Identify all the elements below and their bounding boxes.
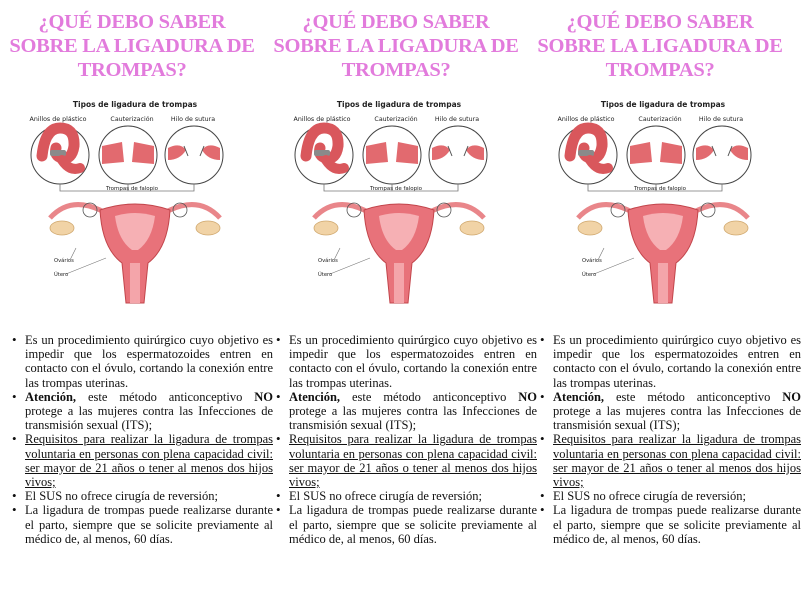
info-list <box>272 333 537 546</box>
list-item: • La ligadura de trompas puede realizarse durante el parto, siempre que se solicite previamente al médico de, al menos, 60 días. <box>553 503 801 546</box>
info-list <box>536 333 801 546</box>
list-item: • Es un procedimiento quirúrgico cuyo objetivo es impedir que los espermatozoides entren en contacto con el óvulo, cortando la conexión entre las trompas uterinas. <box>289 333 537 390</box>
illustration-heading: Tipos de ligadura de trompas <box>336 100 462 109</box>
title-line-2: SOBRE LA LIGADURA DE <box>9 35 255 57</box>
tubal-ligation-illustration <box>29 98 230 313</box>
type-label-rings: Anillos de plástico <box>293 116 351 123</box>
uterus-drawing <box>578 203 748 303</box>
type-label-suture: Hilo de sutura <box>170 116 216 123</box>
type-label-suture: Hilo de sutura <box>434 116 480 123</box>
uterus-drawing <box>314 203 484 303</box>
panel-1 <box>0 0 273 611</box>
ovary-label: Ovários <box>318 258 338 264</box>
list-item: • Requisitos para realizar la ligadura de trompas voluntaria en personas con plena capacidad civil: ser mayor de 21 años o tener al menos dos hijos vivos; <box>25 432 273 489</box>
uterus-drawing <box>50 203 220 303</box>
tubal-ligation-illustration <box>293 98 494 313</box>
detail-circles <box>559 126 751 184</box>
list-item: • Atención, este método anticonceptivo NO protege a las mujeres contra las Infecciones de transmisión sexual (ITS); <box>25 390 273 433</box>
no-emphasis: NO <box>518 389 537 404</box>
panel-2 <box>264 0 537 611</box>
panel-title <box>264 10 528 82</box>
title-line-2: SOBRE LA LIGADURA DE <box>273 35 519 57</box>
title-line-2: SOBRE LA LIGADURA DE <box>537 35 783 57</box>
panel-title <box>528 10 792 82</box>
uterus-label: Útero <box>54 272 69 278</box>
uterus-label: Útero <box>582 272 597 278</box>
warning-label: Atención, <box>25 389 77 404</box>
list-item: • Atención, este método anticonceptivo NO protege a las mujeres contra las Infecciones de transmisión sexual (ITS); <box>289 390 537 433</box>
panel-3 <box>528 0 801 611</box>
title-line-1: ¿QUÉ DEBO SABER <box>302 11 490 33</box>
list-item: • El SUS no ofrece cirugía de reversión; <box>289 489 537 503</box>
type-label-rings: Anillos de plástico <box>29 116 87 123</box>
type-label-suture: Hilo de sutura <box>698 116 744 123</box>
list-item: • El SUS no ofrece cirugía de reversión; <box>553 489 801 503</box>
tube-label: Trompas de falopio <box>105 186 159 192</box>
list-item: • La ligadura de trompas puede realizarse durante el parto, siempre que se solicite previamente al médico de, al menos, 60 días. <box>25 503 273 546</box>
list-item: • Atención, este método anticonceptivo NO protege a las mujeres contra las Infecciones de transmisión sexual (ITS); <box>553 390 801 433</box>
title-line-3: TROMPAS? <box>77 59 187 81</box>
list-item: • Es un procedimiento quirúrgico cuyo objetivo es impedir que los espermatozoides entren en contacto con el óvulo, cortando la conexión entre las trompas uterinas. <box>25 333 273 390</box>
type-label-rings: Anillos de plástico <box>557 116 615 123</box>
ovary-label: Ovários <box>54 258 74 264</box>
tube-label: Trompas de falopio <box>369 186 423 192</box>
no-emphasis: NO <box>254 389 273 404</box>
illustration-heading: Tipos de ligadura de trompas <box>600 100 726 109</box>
panel-title <box>0 10 264 82</box>
title-line-1: ¿QUÉ DEBO SABER <box>566 11 754 33</box>
tubal-ligation-illustration <box>557 98 758 313</box>
title-line-3: TROMPAS? <box>341 59 451 81</box>
tube-label: Trompas de falopio <box>633 186 687 192</box>
list-item: • La ligadura de trompas puede realizarse durante el parto, siempre que se solicite previamente al médico de, al menos, 60 días. <box>289 503 537 546</box>
warning-label: Atención, <box>289 389 341 404</box>
list-item: • Requisitos para realizar la ligadura de trompas voluntaria en personas con plena capacidad civil: ser mayor de 21 años o tener al menos dos hijos vivos; <box>289 432 537 489</box>
detail-circles <box>295 126 487 184</box>
uterus-label: Útero <box>318 272 333 278</box>
list-item: • Requisitos para realizar la ligadura de trompas voluntaria en personas con plena capacidad civil: ser mayor de 21 años o tener al menos dos hijos vivos; <box>553 432 801 489</box>
info-list <box>8 333 273 546</box>
type-label-cauterization: Cauterización <box>110 116 154 123</box>
title-line-3: TROMPAS? <box>605 59 715 81</box>
ovary-label: Ovários <box>582 258 602 264</box>
list-item: • Es un procedimiento quirúrgico cuyo objetivo es impedir que los espermatozoides entren en contacto con el óvulo, cortando la conexión entre las trompas uterinas. <box>553 333 801 390</box>
warning-label: Atención, <box>553 389 605 404</box>
title-line-1: ¿QUÉ DEBO SABER <box>38 11 226 33</box>
list-item: • El SUS no ofrece cirugía de reversión; <box>25 489 273 503</box>
type-label-cauterization: Cauterización <box>374 116 418 123</box>
type-label-cauterization: Cauterización <box>638 116 682 123</box>
illustration-heading: Tipos de ligadura de trompas <box>72 100 198 109</box>
detail-circles <box>31 126 223 184</box>
no-emphasis: NO <box>782 389 801 404</box>
